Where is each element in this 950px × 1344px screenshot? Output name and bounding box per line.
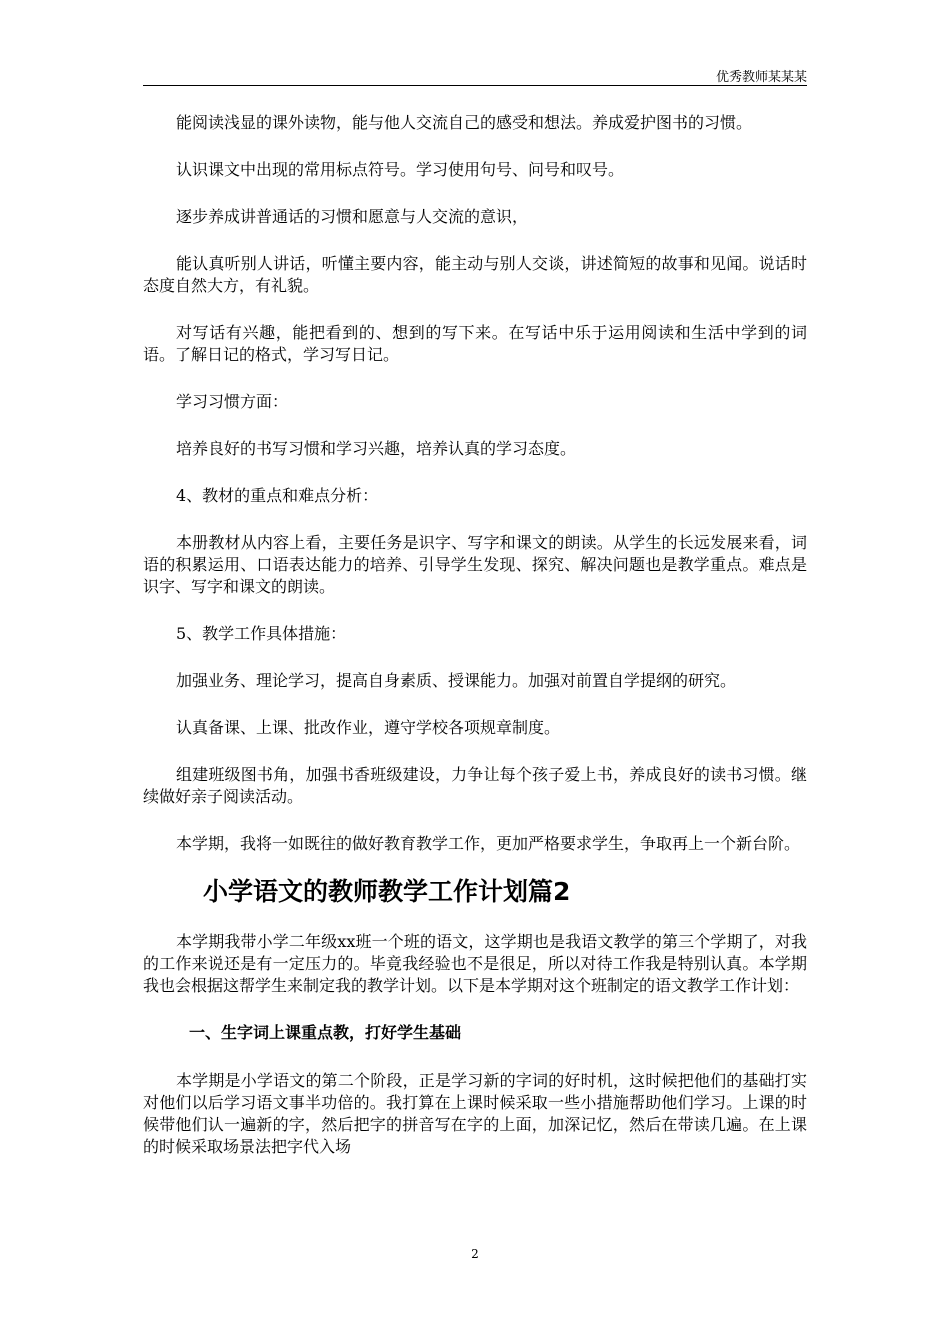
paragraph: 能认真听别人讲话，听懂主要内容，能主动与别人交谈，讲述简短的故事和见闻。说话时态度自然大方，有礼貌。 — [143, 254, 807, 295]
paragraph: 学习习惯方面： — [176, 392, 289, 411]
paragraph: 培养良好的书写习惯和学习兴趣，培养认真的学习态度。 — [176, 439, 577, 458]
paragraph: 本学期是小学语文的第二个阶段，正是学习新的字词的好时机，这时候把他们的基础打实对他们以后学习语文事半功倍的。我打算在上课时候采取一些小措施帮助他们学习。上课的时候带他们认一遍新的字，然后把字的拼音写在字的上面，加深记忆，然后在带读几遍。在上课的时候采取场景法把字代入场 — [143, 1071, 807, 1156]
paragraph: 认识课文中出现的常用标点符号。学习使用句号、问号和叹号。 — [176, 160, 625, 179]
paragraph: 加强业务、理论学习，提高自身素质、授课能力。加强对前置自学提纲的研究。 — [176, 671, 737, 690]
paragraph: 能阅读浅显的课外读物，能与他人交流自己的感受和想法。养成爱护图书的习惯。 — [176, 113, 753, 132]
header-divider — [143, 85, 807, 86]
paragraph: 本学期，我将一如既往的做好教育教学工作，更加严格要求学生，争取再上一个新台阶。 — [176, 834, 801, 853]
paragraph: 4、教材的重点和难点分析： — [176, 486, 379, 505]
page-number: 2 — [471, 1247, 479, 1261]
paragraph: 组建班级图书角，加强书香班级建设，力争让每个孩子爱上书，养成良好的读书习惯。继续做好亲子阅读活动。 — [143, 765, 807, 806]
intro-paragraph: 本学期我带小学二年级xx班一个班的语文，这学期也是我语文教学的第三个学期了，对我的工作来说还是有一定压力的。毕竟我经验也不是很足，所以对待工作我是特别认真。本学期我也会根据这帮学生来制定我的教学计划。以下是本学期对这个班制定的语文教学工作计划： — [143, 932, 807, 995]
subheading: 一、生字词上课重点教，打好学生基础 — [189, 1023, 462, 1042]
page-header: 优秀教师某某某 — [715, 70, 807, 85]
paragraph: 认真备课、上课、批改作业，遵守学校各项规章制度。 — [176, 718, 561, 737]
paragraph: 逐步养成讲普通话的习惯和愿意与人交流的意识， — [176, 207, 529, 226]
section-title: 小学语文的教师教学工作计划篇2 — [203, 877, 571, 906]
paragraph: 对写话有兴趣，能把看到的、想到的写下来。在写话中乐于运用阅读和生活中学到的词语。了解日记的格式，学习写日记。 — [143, 323, 807, 364]
paragraph: 5、教学工作具体措施： — [176, 624, 347, 643]
document-body — [143, 112, 807, 1183]
paragraph: 本册教材从内容上看，主要任务是识字、写字和课文的朗读。从学生的长远发展来看，词语的积累运用、口语表达能力的培养、引导学生发现、探究、解决问题也是教学重点。难点是识字、写字和课文的朗读。 — [143, 533, 807, 596]
